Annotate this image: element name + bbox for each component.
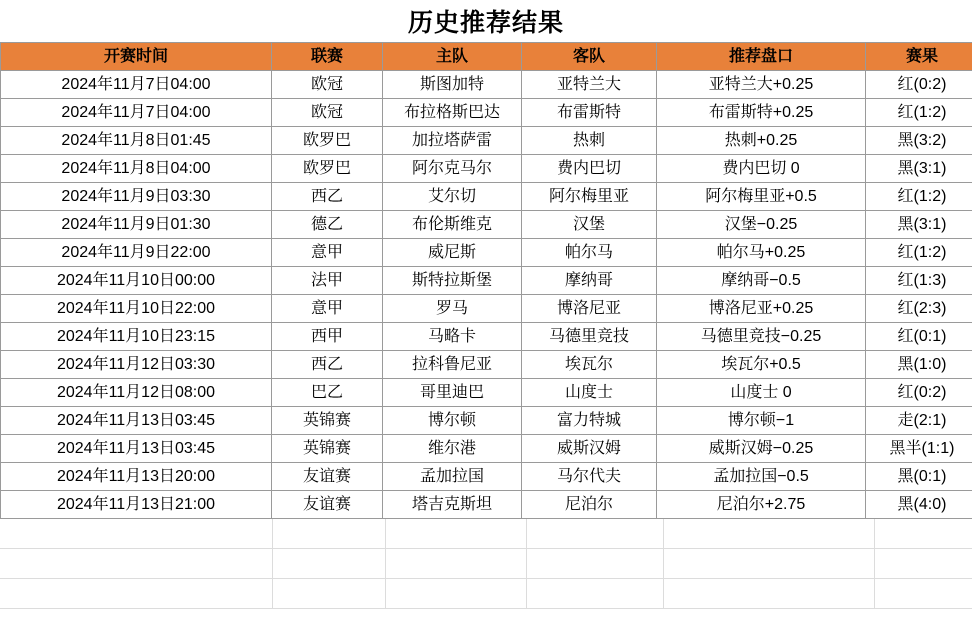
table-row — [1, 351, 972, 379]
cell-time: 2024年11月10日23:15 — [1, 323, 272, 351]
title-row — [0, 0, 972, 42]
table-row — [1, 435, 972, 463]
cell-result: 走(2:1) — [866, 407, 972, 435]
cell-time: 2024年11月9日01:30 — [1, 211, 272, 239]
table-header — [1, 43, 972, 71]
cell-away: 布雷斯特 — [522, 99, 657, 127]
cell-result: 红(1:3) — [866, 267, 972, 295]
table-body — [1, 71, 972, 519]
empty-cell — [0, 519, 273, 549]
empty-cell — [664, 549, 875, 579]
empty-cell — [0, 549, 273, 579]
cell-away: 热刺 — [522, 127, 657, 155]
cell-result: 黑(1:0) — [866, 351, 972, 379]
empty-cell — [273, 579, 386, 609]
cell-away: 威斯汉姆 — [522, 435, 657, 463]
page-title: 历史推荐结果 — [407, 9, 564, 37]
cell-away: 费内巴切 — [522, 155, 657, 183]
column-header-result: 赛果 — [866, 43, 972, 71]
cell-result: 红(1:2) — [866, 239, 972, 267]
cell-league: 西乙 — [272, 351, 383, 379]
table-row — [1, 379, 972, 407]
cell-pick: 摩纳哥−0.5 — [657, 267, 866, 295]
empty-cell — [875, 549, 972, 579]
empty-cell — [273, 549, 386, 579]
cell-pick: 布雷斯特+0.25 — [657, 99, 866, 127]
cell-home: 拉科鲁尼亚 — [383, 351, 522, 379]
empty-cell — [875, 579, 972, 609]
cell-result: 黑(3:1) — [866, 211, 972, 239]
table-row — [1, 295, 972, 323]
cell-time: 2024年11月13日21:00 — [1, 491, 272, 519]
empty-cell — [527, 519, 664, 549]
column-header-away: 客队 — [522, 43, 657, 71]
cell-away: 汉堡 — [522, 211, 657, 239]
empty-cell — [386, 549, 527, 579]
cell-pick: 热刺+0.25 — [657, 127, 866, 155]
table-row — [1, 323, 972, 351]
cell-home: 罗马 — [383, 295, 522, 323]
column-header-time: 开赛时间 — [1, 43, 272, 71]
table-row — [1, 491, 972, 519]
cell-pick: 孟加拉国−0.5 — [657, 463, 866, 491]
table-row — [1, 267, 972, 295]
cell-league: 德乙 — [272, 211, 383, 239]
table-row — [1, 463, 972, 491]
cell-time: 2024年11月13日03:45 — [1, 435, 272, 463]
cell-home: 马略卡 — [383, 323, 522, 351]
empty-cell — [875, 519, 972, 549]
cell-time: 2024年11月12日03:30 — [1, 351, 272, 379]
cell-league: 西乙 — [272, 183, 383, 211]
cell-time: 2024年11月10日00:00 — [1, 267, 272, 295]
cell-time: 2024年11月13日03:45 — [1, 407, 272, 435]
cell-pick: 博尔顿−1 — [657, 407, 866, 435]
empty-cell — [664, 579, 875, 609]
cell-home: 加拉塔萨雷 — [383, 127, 522, 155]
header-row — [1, 43, 972, 71]
empty-cell — [664, 519, 875, 549]
cell-league: 英锦赛 — [272, 407, 383, 435]
empty-cell — [386, 519, 527, 549]
cell-away: 埃瓦尔 — [522, 351, 657, 379]
table-row — [1, 183, 972, 211]
column-header-league: 联赛 — [272, 43, 383, 71]
cell-home: 威尼斯 — [383, 239, 522, 267]
cell-home: 维尔港 — [383, 435, 522, 463]
cell-pick: 费内巴切 0 — [657, 155, 866, 183]
cell-home: 艾尔切 — [383, 183, 522, 211]
empty-cell — [386, 579, 527, 609]
cell-time: 2024年11月10日22:00 — [1, 295, 272, 323]
cell-league: 意甲 — [272, 239, 383, 267]
cell-time: 2024年11月8日04:00 — [1, 155, 272, 183]
table-row — [1, 211, 972, 239]
cell-league: 欧冠 — [272, 71, 383, 99]
cell-league: 欧罗巴 — [272, 127, 383, 155]
cell-away: 富力特城 — [522, 407, 657, 435]
cell-time: 2024年11月7日04:00 — [1, 99, 272, 127]
cell-home: 斯图加特 — [383, 71, 522, 99]
cell-league: 西甲 — [272, 323, 383, 351]
empty-grid — [0, 519, 972, 609]
cell-home: 布伦斯维克 — [383, 211, 522, 239]
table-row — [1, 71, 972, 99]
cell-away: 马尔代夫 — [522, 463, 657, 491]
cell-away: 尼泊尔 — [522, 491, 657, 519]
cell-home: 哥里迪巴 — [383, 379, 522, 407]
cell-time: 2024年11月9日22:00 — [1, 239, 272, 267]
cell-result: 红(0:2) — [866, 379, 972, 407]
table-row — [1, 99, 972, 127]
cell-league: 欧冠 — [272, 99, 383, 127]
cell-away: 马德里竞技 — [522, 323, 657, 351]
cell-league: 友谊赛 — [272, 491, 383, 519]
cell-result: 黑(0:1) — [866, 463, 972, 491]
cell-result: 红(1:2) — [866, 183, 972, 211]
cell-away: 山度士 — [522, 379, 657, 407]
cell-away: 阿尔梅里亚 — [522, 183, 657, 211]
cell-result: 红(2:3) — [866, 295, 972, 323]
cell-result: 红(0:1) — [866, 323, 972, 351]
cell-pick: 威斯汉姆−0.25 — [657, 435, 866, 463]
empty-cell — [0, 579, 273, 609]
cell-league: 法甲 — [272, 267, 383, 295]
column-header-home: 主队 — [383, 43, 522, 71]
cell-time: 2024年11月7日04:00 — [1, 71, 272, 99]
cell-home: 布拉格斯巴达 — [383, 99, 522, 127]
empty-row — [0, 519, 972, 549]
empty-row — [0, 579, 972, 609]
empty-row — [0, 549, 972, 579]
empty-cell — [527, 579, 664, 609]
cell-time: 2024年11月8日01:45 — [1, 127, 272, 155]
cell-result: 黑(3:2) — [866, 127, 972, 155]
cell-pick: 山度士 0 — [657, 379, 866, 407]
cell-away: 博洛尼亚 — [522, 295, 657, 323]
cell-home: 塔吉克斯坦 — [383, 491, 522, 519]
cell-league: 欧罗巴 — [272, 155, 383, 183]
cell-home: 阿尔克马尔 — [383, 155, 522, 183]
cell-time: 2024年11月9日03:30 — [1, 183, 272, 211]
table-row — [1, 239, 972, 267]
cell-league: 英锦赛 — [272, 435, 383, 463]
cell-away: 摩纳哥 — [522, 267, 657, 295]
empty-cell — [527, 549, 664, 579]
cell-result: 红(0:2) — [866, 71, 972, 99]
empty-cell — [273, 519, 386, 549]
cell-pick: 帕尔马+0.25 — [657, 239, 866, 267]
cell-result: 黑半(1:1) — [866, 435, 972, 463]
cell-away: 帕尔马 — [522, 239, 657, 267]
cell-time: 2024年11月12日08:00 — [1, 379, 272, 407]
cell-pick: 埃瓦尔+0.5 — [657, 351, 866, 379]
cell-league: 友谊赛 — [272, 463, 383, 491]
results-table — [0, 42, 972, 519]
column-header-pick: 推荐盘口 — [657, 43, 866, 71]
cell-pick: 博洛尼亚+0.25 — [657, 295, 866, 323]
cell-pick: 亚特兰大+0.25 — [657, 71, 866, 99]
cell-pick: 汉堡−0.25 — [657, 211, 866, 239]
cell-home: 斯特拉斯堡 — [383, 267, 522, 295]
table-row — [1, 155, 972, 183]
cell-league: 巴乙 — [272, 379, 383, 407]
table-row — [1, 407, 972, 435]
cell-pick: 阿尔梅里亚+0.5 — [657, 183, 866, 211]
empty-rows-area — [0, 519, 972, 609]
cell-result: 红(1:2) — [866, 99, 972, 127]
cell-pick: 马德里竞技−0.25 — [657, 323, 866, 351]
cell-league: 意甲 — [272, 295, 383, 323]
cell-time: 2024年11月13日20:00 — [1, 463, 272, 491]
cell-pick: 尼泊尔+2.75 — [657, 491, 866, 519]
cell-home: 博尔顿 — [383, 407, 522, 435]
table-row — [1, 127, 972, 155]
cell-result: 黑(3:1) — [866, 155, 972, 183]
cell-away: 亚特兰大 — [522, 71, 657, 99]
cell-result: 黑(4:0) — [866, 491, 972, 519]
cell-home: 孟加拉国 — [383, 463, 522, 491]
